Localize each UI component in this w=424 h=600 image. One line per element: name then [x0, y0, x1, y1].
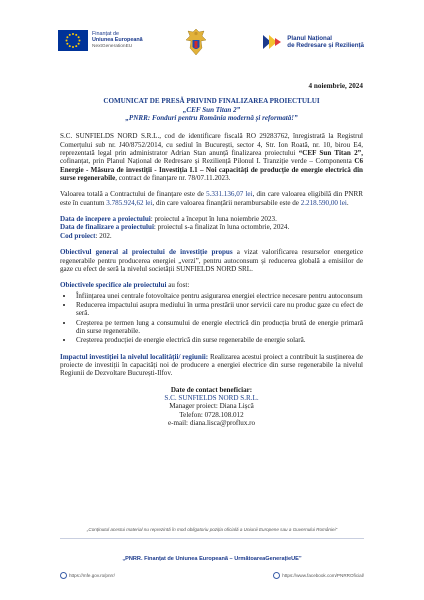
contact-email-label: e-mail:: [167, 419, 190, 427]
footer-link-mfe-text[interactable]: https://mfe.gov.ro/pnrr/: [69, 573, 115, 578]
list-item: • Creșterea pe termen lung a consumului de energie electrică din producția brută de energie primară din surse regenerabile.: [74, 319, 363, 336]
contact-email-link[interactable]: diana.lisca@proflux.ro: [189, 419, 256, 427]
pnrr-slogan: „PNRR: Fonduri pentru România modernă și reformată!”: [125, 114, 298, 123]
para1-part-a: S.C. SUNFIELDS NORD S.R.L., cod de identificare fiscală RO 29283762, înregistrată la Registrul Comerțului sub nr. J40/8752/2014, cu sediul în București, sector 4, Str. Ion Roată, nr. 10, birou E4, reprezentată legal prin administrator Adrian Stan anunță finalizarea proiectului: [60, 132, 363, 158]
contact-heading: Date de contact beneficiar:: [170, 385, 253, 394]
impact-paragraph: [60, 353, 363, 378]
list-item: • Înființarea unei centrale fotovoltaice pentru asigurarea energiei electrice necesare pentru autoconsum: [74, 292, 363, 300]
pnrr-logo-text: [287, 35, 364, 49]
para2-part-a: Valoarea totală a Contractului de finanțare este de: [60, 190, 207, 199]
end-date-line: [60, 223, 363, 231]
footer-slogan: „PNRR. Finanțat de Uniunea Europeană – UrmătoareaGenerațieUE”: [122, 556, 302, 562]
project-code-line: [60, 232, 363, 240]
start-date-line: [60, 215, 363, 223]
para2-part-d: .: [346, 198, 349, 207]
eu-flag-icon: [58, 30, 88, 51]
specific-objectives-list: [60, 292, 363, 345]
footer-disclaimer: „Conținutul acestui material nu reprezintă în mod obligatoriu poziția oficială a Uniunii Europene sau a Guvernului României”: [86, 527, 338, 532]
eu-logo-line2: Uniunea Europeană: [92, 37, 143, 44]
start-date-value: : proiectul a început în luna noiembrie 2023.: [150, 215, 277, 224]
footer-link-facebook[interactable]: [273, 572, 364, 579]
general-objective-paragraph: [60, 248, 363, 273]
document-date: 4 noiembrie, 2024: [308, 82, 363, 90]
beneficiary-paragraph: [60, 132, 363, 182]
footer-divider: [60, 538, 364, 539]
para2-part-c: , din care valoarea finanțării nerambursabile este de: [152, 198, 301, 207]
footer-link-mfe[interactable]: [60, 572, 115, 579]
impact-text: Realizarea acestui proiect a contribuit la susținerea de proiecte de investiții în capacități noi de producere a energiei electrice din surse regenerabile la nivelul Regiunii de Dezvoltare București-Ilfov.: [60, 352, 363, 378]
specific-objectives-section: [60, 281, 363, 344]
project-code-value: : 202.: [95, 231, 112, 240]
eu-logo-text: [92, 31, 143, 50]
pnrr-logo: [261, 32, 364, 52]
footer-links: [60, 572, 364, 579]
total-value: 5.331.136,07 lei: [206, 190, 253, 199]
pnrr-logo-line2: de Redresare și Reziliență: [287, 42, 364, 49]
pnrr-arrow-icon: [261, 32, 283, 52]
eligible-value: 3.785.924,62 lei: [106, 198, 153, 207]
para2-part-b: , din care valoarea eligibilă din PNRR este în cuantum: [60, 190, 364, 207]
eu-logo-line1: Finanțat de: [92, 30, 119, 37]
list-item: • Creșterea producției de energie electrică din surse regenerabile de energie solară.: [74, 336, 363, 344]
project-dates: [60, 215, 363, 240]
general-objective-label: Obiectivul general al proiectului de investiție propus: [60, 248, 233, 257]
footer-link-facebook-text[interactable]: https://www.facebook.com/PNRROficial/: [282, 573, 364, 578]
project-name: „CEF Sun Titan 2”: [182, 105, 241, 114]
eu-logo-line3: NextGenerationEU: [92, 43, 133, 49]
start-date-label: Data de începere a proiectului: [60, 215, 151, 224]
list-item: • Reducerea impactului asupra mediului în urma prestării unor servicii care nu produc gaze cu efect de seră.: [74, 301, 363, 318]
para1-project-name: “CEF Sun Titan 2”,: [298, 149, 363, 158]
pnrr-logo-line1: Planul Național: [287, 34, 332, 42]
facebook-icon: [273, 572, 280, 579]
document-title: COMUNICAT DE PRESĂ PRIVIND FINALIZAREA PROIECTULUI: [103, 97, 320, 106]
globe-icon: [60, 572, 67, 579]
contact-block: [60, 386, 363, 428]
document-body: [60, 78, 363, 427]
romania-crest-icon: [185, 28, 207, 58]
contact-manager: Manager proiect: Diana Lișcă: [169, 402, 254, 411]
header-logos: [58, 28, 364, 64]
general-objective-text: a vizat valorificarea resurselor energetice regenerabile pentru producerea energiei „verzi”, pentru autoconsum și reducerea globală a emisiilor de gaze cu efect de seră la nivelul societății SUNFIELDS NORD SRL.: [60, 248, 363, 273]
end-date-value: : proiectul s-a finalizat în luna octombrie, 2024.: [153, 223, 290, 232]
grant-value: 2.218.590,00 lei: [300, 198, 347, 207]
contact-phone: Telefon: 0728.108.012: [179, 410, 244, 419]
para1-part-e: , contract de finanțare nr. 78/07.11.2023.: [115, 174, 231, 183]
para1-part-c: cofinanțat, prin Planul Național de Redresare și Reziliență Pilonul I. Tranziție verde – Componenta: [60, 157, 355, 166]
para1-component: C6 Energie - Măsura de investiții - Investiția I.1 – Noi capacități de producție de energie electrică din surse regenerabile: [60, 157, 363, 183]
financing-paragraph: [60, 190, 363, 207]
impact-label: Impactul investiției la nivelul localității/ regiunii:: [60, 352, 209, 361]
specific-objectives-suffix: au fost:: [166, 281, 190, 290]
specific-objectives-heading: [60, 281, 363, 289]
end-date-label: Data de finalizare a proiectului: [60, 223, 154, 232]
contact-company: S.C. SUNFIELDS NORD S.R.L.: [164, 393, 259, 402]
project-code-label: Cod proiect: [60, 231, 96, 240]
specific-objectives-label: Obiectivele specifice ale proiectului: [60, 281, 167, 290]
contact-email-line: [60, 419, 363, 427]
eu-funding-logo: [58, 30, 143, 51]
